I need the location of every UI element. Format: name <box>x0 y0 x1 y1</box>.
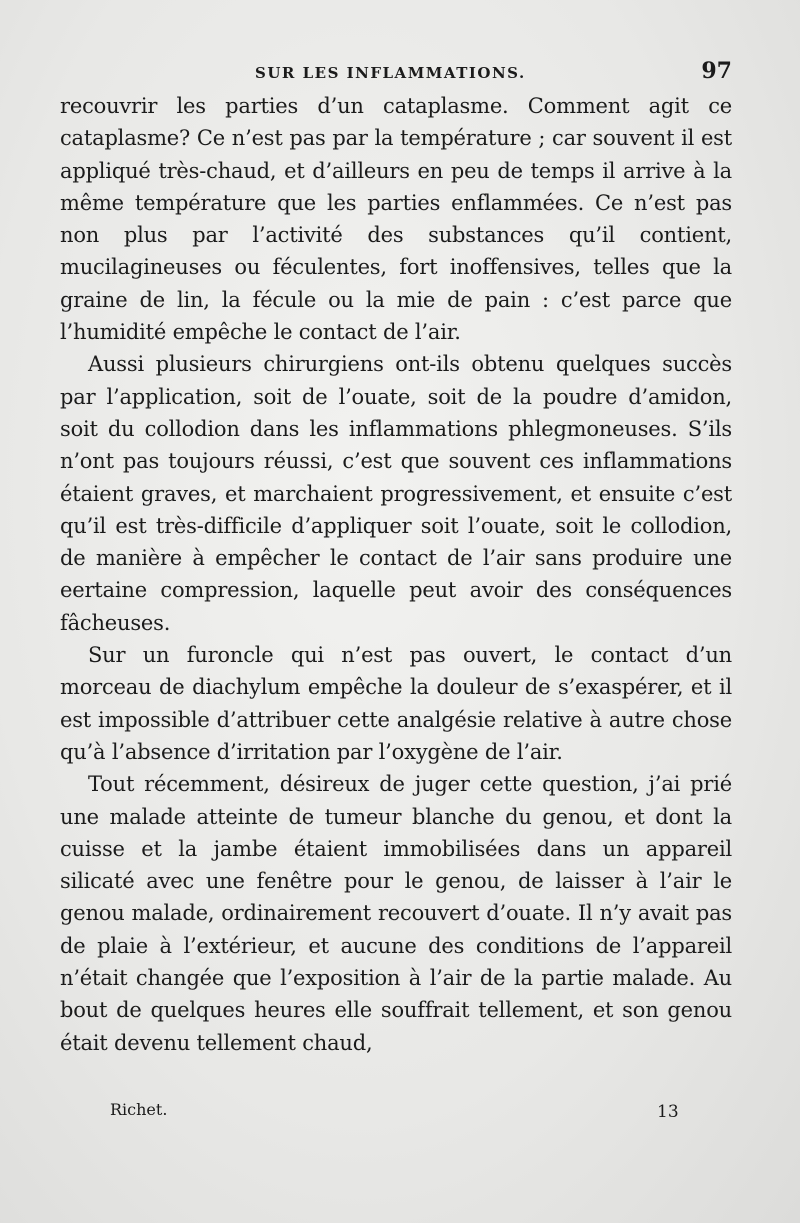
running-head: SUR LES INFLAMMATIONS. <box>255 64 526 82</box>
page-footer <box>60 1100 732 1130</box>
paragraph: Aussi plusieurs chirurgiens ont-ils obtenu quelques succès par l’application, soit de l’ouate, soit de la poudre d’amidon, soit du collodion dans les inflammations phlegmoneuses. S’ils n’ont pas toujours réussi, c’est que souvent ces inflammations étaient graves, et marchaient progressivement, et ensuite c’est qu’il est très-difficile d’appliquer soit l’ouate, soit le collodion, de manière à empêcher le contact de l’air sans produire une eertaine compression, laquelle peut avoir des conséquences fâcheuses. <box>60 352 732 635</box>
sheet-number: 13 <box>657 1102 679 1122</box>
paragraph: Tout récemment, désireux de juger cette question, j’ai prié une malade atteinte de tumeur blanche du genou, et dont la cuisse et la jambe étaient immobilisées dans un appareil silicaté avec une fenêtre pour le genou, de laisser à l’air le genou malade, ordinairement recouvert d’ouate. Il n’y avait pas de plaie à l’extérieur, et aucune des conditions de l’appareil n’était changée que l’exposition à l’air de la partie malade. Au bout de quelques heures elle souffrait tellement, et son genou était devenu tellement chaud, <box>60 772 732 1055</box>
paragraph: Sur un furoncle qui n’est pas ouvert, le contact d’un morceau de diachylum empêche la douleur de s’exaspérer, et il est impossible d’attribuer cette analgésie relative à autre chose qu’à l’absence d’irritation par l’oxygène de l’air. <box>60 643 732 764</box>
signature-mark: Richet. <box>110 1100 168 1119</box>
page-number: 97 <box>701 58 732 84</box>
body-text <box>60 90 732 1059</box>
page-header <box>60 58 732 88</box>
paragraph-continuation: recouvrir les parties d’un cataplasme. Comment agit ce cataplasme? Ce n’est pas par la température ; car souvent il est appliqué très-chaud, et d’ailleurs en peu de temps il arrive à la même température que les parties enflammées. Ce n’est pas non plus par l’activité des substances qu’il contient, mucilagineuses ou féculentes, fort inoffensives, telles que la graine de lin, la fécule ou la mie de pain : c’est parce que l’humidité empêche le contact de l’air. <box>60 94 732 345</box>
